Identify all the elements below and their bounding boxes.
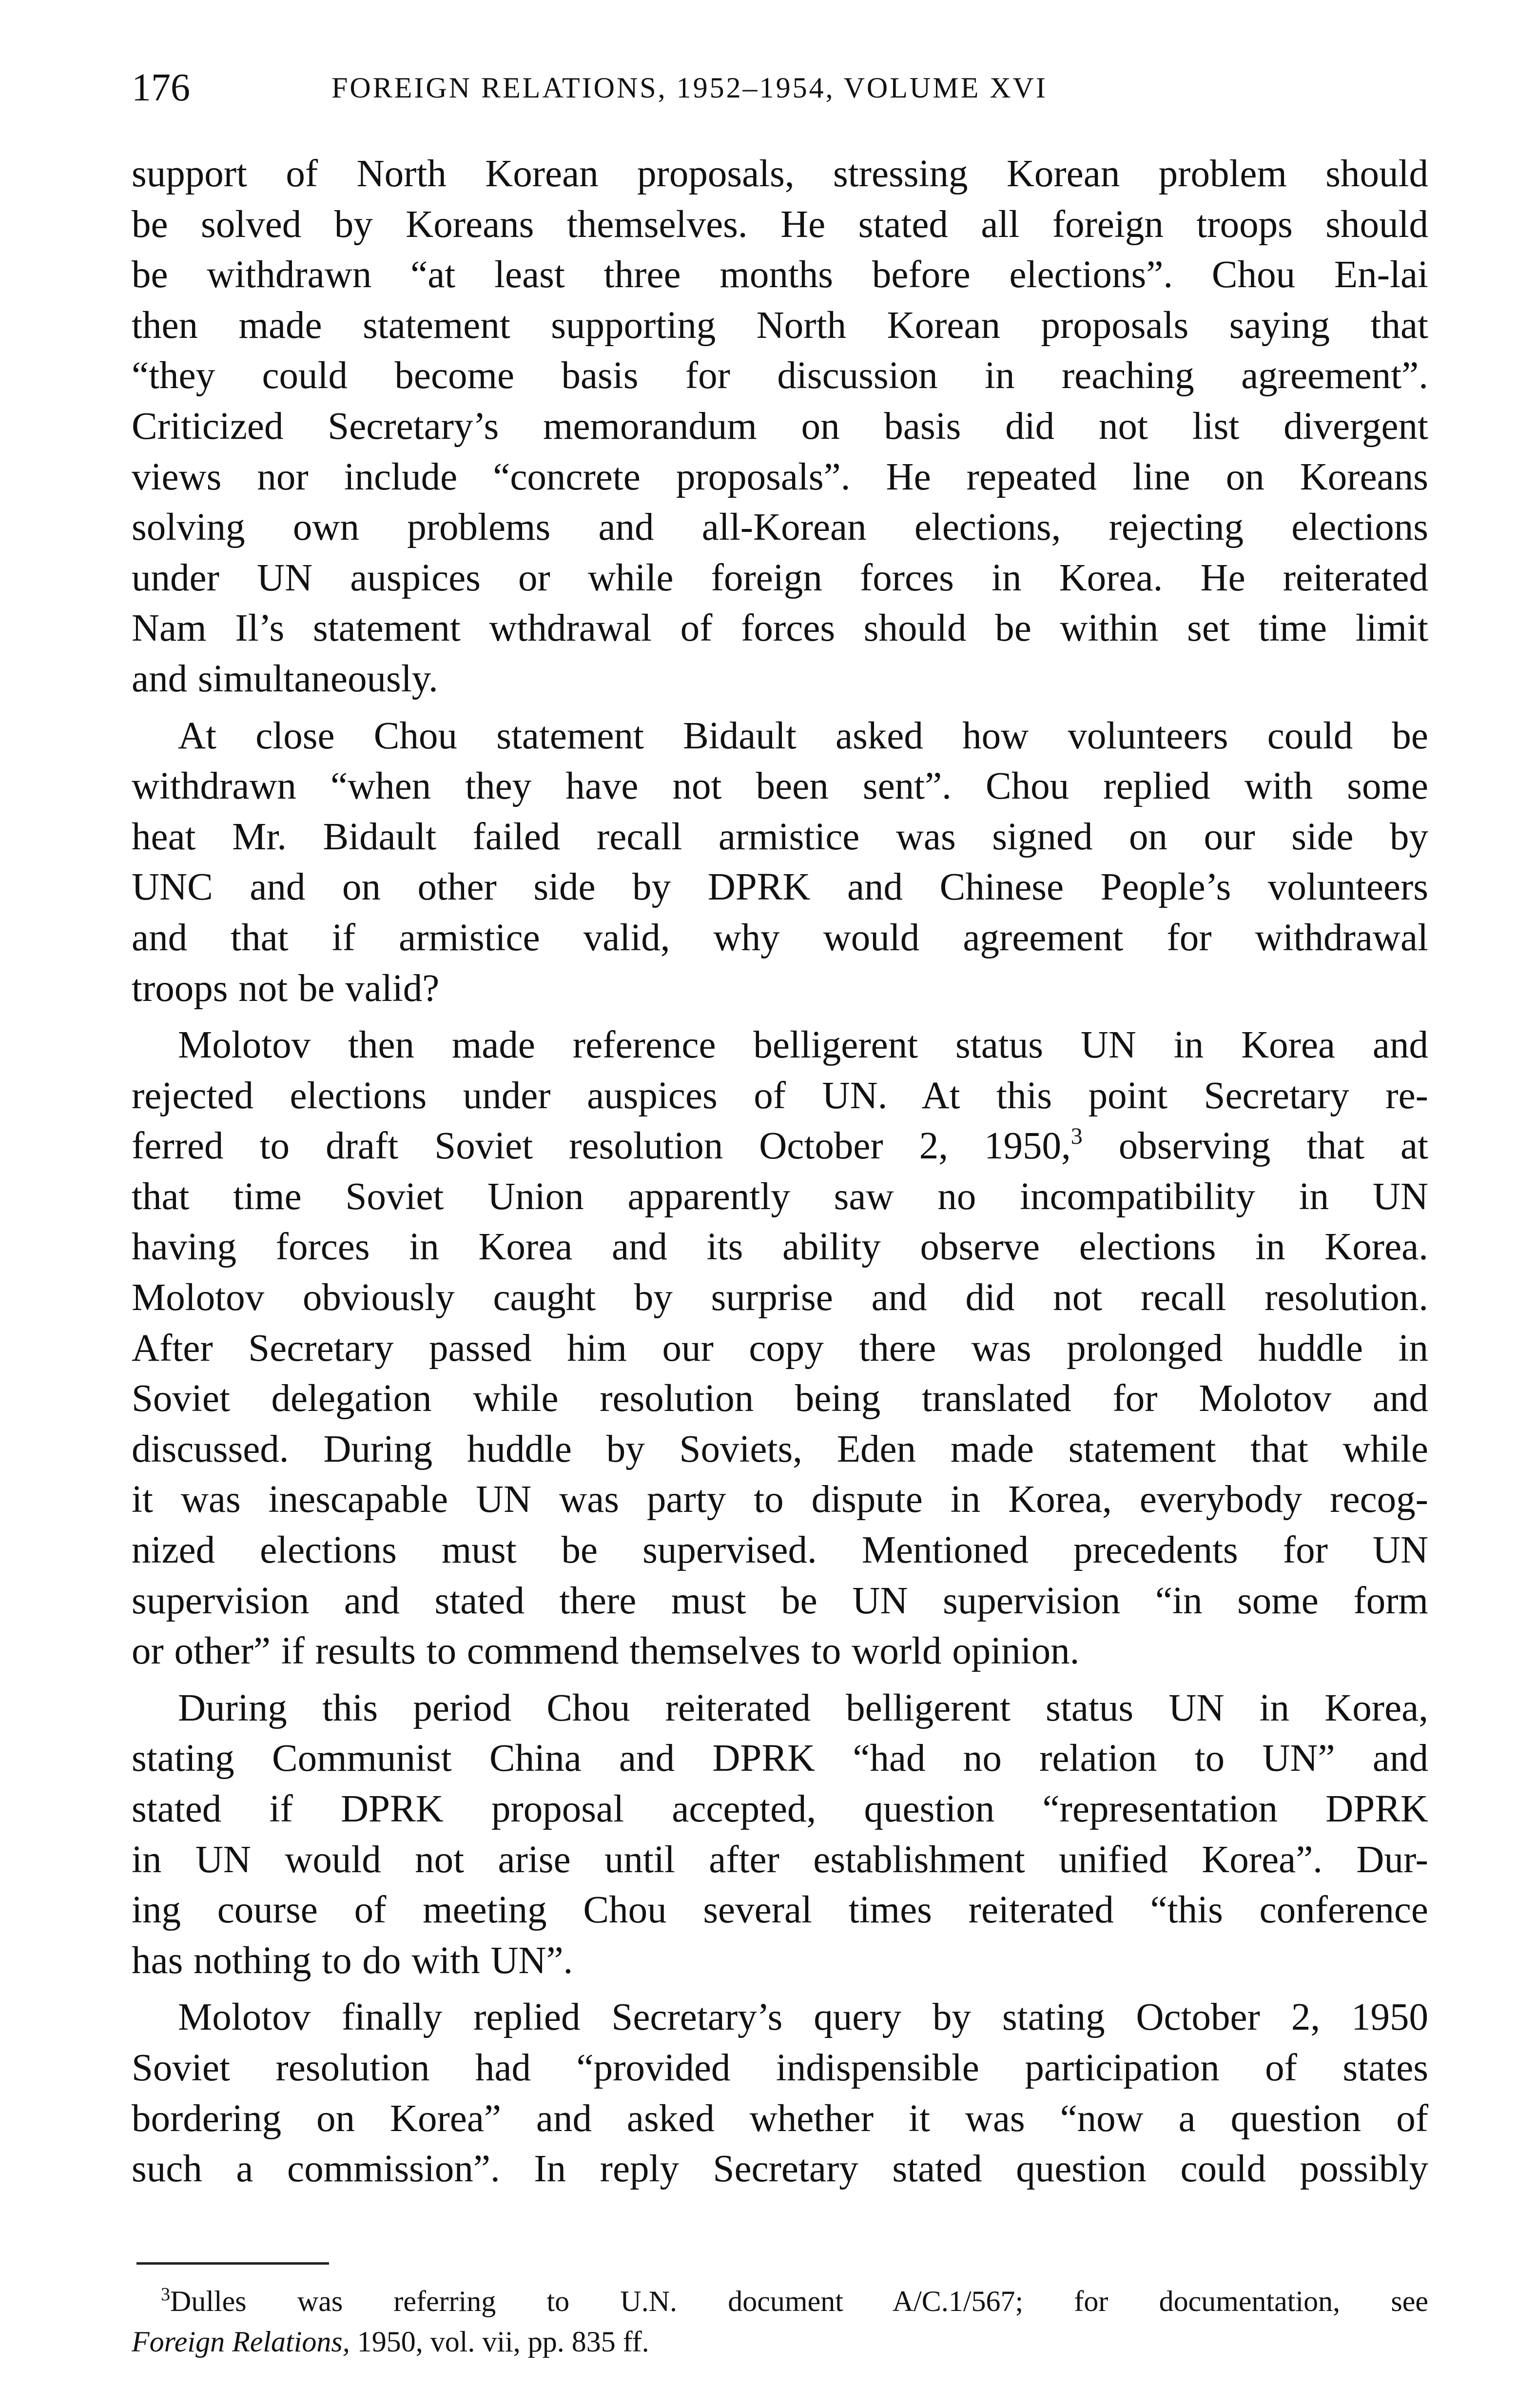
text-line: that time Soviet Union apparently saw no incompatibility in UN [132,1175,1428,1218]
text-line: Soviet resolution had “provided indispensible participation of states [132,2046,1428,2089]
footnote-citation-title: Foreign Relations, [132,2326,350,2358]
text-line: having forces in Korea and its ability observe elections in Korea. [132,1226,1428,1269]
text-line: stating Communist China and DPRK “had no relation to UN” and [132,1737,1428,1780]
text-line: views nor include “concrete proposals”. He repeated line on Koreans [132,455,1428,498]
text-line: nized elections must be supervised. Mentioned precedents for UN [132,1529,1428,1572]
text-line: After Secretary passed him our copy there was prolonged huddle in [132,1327,1428,1370]
footnote-line [132,2322,1428,2362]
footnote-citation-rest: 1950, vol. vii, pp. 835 ff. [350,2326,649,2358]
paragraph-5 [132,1992,1428,2194]
text-line: such a commission”. In reply Secretary stated question could possibly [132,2148,1428,2191]
footnote-reference[interactable]: 3 [1070,1123,1083,1150]
text-segment: ferred to draft Soviet resolution October 2, 1950, [132,1125,1071,1168]
paragraph-3 [132,1020,1428,1677]
text-line: Molotov then made reference belligerent status UN in Korea and [178,1024,1428,1067]
text-line: discussed. During huddle by Soviets, Eden made statement that while [132,1428,1428,1470]
text-line: or other” if results to commend themselves to world opinion. [132,1630,1080,1673]
text-line: heat Mr. Bidault failed recall armistice was signed on our side by [132,815,1428,858]
text-line: ing course of meeting Chou several times reiterated “this conference [132,1889,1428,1932]
page-number: 176 [132,66,190,109]
text-line: “they could become basis for discussion in reaching agreement”. [132,354,1428,397]
text-line: solving own problems and all-Korean elections, rejecting elections [132,506,1428,549]
text-line: Criticized Secretary’s memorandum on basis did not list divergent [132,405,1428,448]
text-line: then made statement supporting North Korean proposals saying that [132,304,1428,347]
text-line: troops not be valid? [132,967,440,1010]
text-line: rejected elections under auspices of UN. At this point Secretary re- [132,1074,1428,1117]
footnote-divider [136,2262,329,2265]
text-line: Soviet delegation while resolution being translated for Molotov and [132,1377,1428,1420]
text-line: supervision and stated there must be UN supervision “in some form [132,1579,1428,1622]
text-line: and simultaneously. [132,657,438,700]
footnote-line [132,2274,1428,2322]
running-title: FOREIGN RELATIONS, 1952–1954, VOLUME XVI [331,72,1048,104]
text-line: withdrawn “when they have not been sent”. Chou replied with some [132,765,1428,808]
paragraph-1 [132,149,1428,705]
page-header [132,61,1428,115]
text-line: has nothing to do with UN”. [132,1939,573,1982]
text-line: in UN would not arise until after establishment unified Korea”. Dur- [132,1838,1428,1881]
text-line: At close Chou statement Bidault asked how volunteers could be [178,714,1428,757]
text-segment: observing that at [1082,1125,1428,1168]
paragraph-4 [132,1683,1428,1986]
body-text [132,149,1428,2201]
footnote-text: Dulles was referring to U.N. document A/C.1/567; for documentation, see [170,2285,1428,2317]
text-line: and that if armistice valid, why would agreement for withdrawal [132,916,1428,959]
text-line: Molotov finally replied Secretary’s query by stating October 2, 1950 [178,1996,1428,2039]
text-line: During this period Chou reiterated belligerent status UN in Korea, [178,1686,1428,1729]
text-line: under UN auspices or while foreign forces in Korea. He reiterated [132,556,1428,599]
footnotes [132,2274,1428,2362]
text-line: Molotov obviously caught by surprise and did not recall resolution. [132,1276,1428,1319]
text-line: it was inescapable UN was party to dispute in Korea, everybody recog- [132,1478,1428,1521]
text-line: Nam Il’s statement wthdrawal of forces should be within set time limit [132,607,1428,650]
text-line: be solved by Koreans themselves. He stated all foreign troops should [132,203,1428,246]
text-line: stated if DPRK proposal accepted, question “representation DPRK [132,1788,1428,1830]
text-line: bordering on Korea” and asked whether it was “now a question of [132,2097,1428,2140]
paragraph-2 [132,711,1428,1014]
text-line: support of North Korean proposals, stressing Korean problem should [132,153,1428,195]
text-line-with-footnote-ref [132,1121,1428,1172]
footnote-3 [132,2274,1428,2362]
text-line: be withdrawn “at least three months before elections”. Chou En-lai [132,254,1428,296]
text-line: UNC and on other side by DPRK and Chinese People’s volunteers [132,866,1428,909]
footnote-marker: 3 [161,2284,170,2305]
